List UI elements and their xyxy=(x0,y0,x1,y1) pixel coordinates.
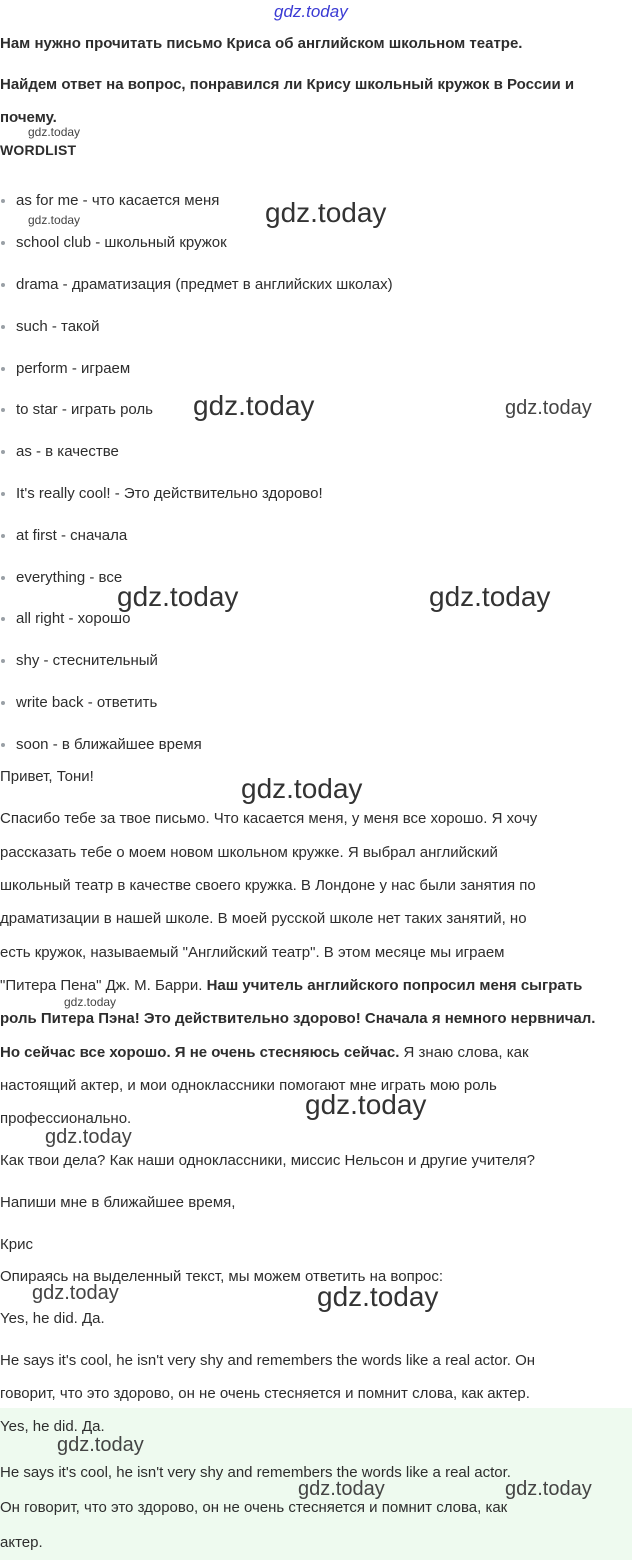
answer-box-line: Он говорит, что это здорово, он не очень стесняется и помнит слова, как xyxy=(0,1499,508,1516)
list-item: as - в качестве xyxy=(16,443,119,461)
highlighted-text: роль Питера Пэна! Это действительно здорово! Сначала я немного нервничал. xyxy=(0,1010,596,1027)
wordlist-title: WORDLIST xyxy=(0,142,77,158)
letter-line: есть кружок, называемый "Английский театр". В этом месяце мы играем xyxy=(0,944,505,961)
watermark: gdz.today xyxy=(317,1281,439,1312)
watermark: gdz.today xyxy=(117,581,239,612)
watermark: gdz.today xyxy=(505,397,592,419)
letter-line: школьный театр в качестве своего кружка. В Лондоне у нас были занятия по xyxy=(0,877,536,894)
list-item: to star - играть роль xyxy=(16,401,153,419)
bullet-icon xyxy=(1,492,5,496)
watermark: gdz.today xyxy=(429,581,551,612)
highlighted-text: Наш учитель английского попросил меня сыграть xyxy=(206,977,583,994)
watermark: gdz.today xyxy=(193,390,315,421)
bullet-icon xyxy=(1,534,5,538)
list-item: at first - сначала xyxy=(16,527,127,545)
list-item: such - такой xyxy=(16,318,100,336)
intro-line-2: Найдем ответ на вопрос, понравился ли Крису школьный кружок в России и xyxy=(0,76,575,93)
watermark: gdz.today xyxy=(28,125,81,139)
answer-line: говорит, что это здорово, он не очень стесняется и помнит слова, как актер. xyxy=(0,1385,530,1402)
answer-box-line: актер. xyxy=(0,1534,43,1551)
letter-line: Как твои дела? Как наши одноклассники, миссис Нельсон и другие учителя? xyxy=(0,1152,535,1169)
letter-line: драматизации в нашей школе. В моей русской школе нет таких занятий, но xyxy=(0,910,527,927)
bullet-icon xyxy=(1,701,5,705)
list-item: everything - все xyxy=(16,569,122,587)
watermark: gdz.today xyxy=(241,773,363,804)
list-item: all right - хорошо xyxy=(16,610,130,628)
letter-line: Напиши мне в ближайшее время, xyxy=(0,1194,236,1211)
bullet-icon xyxy=(1,367,5,371)
letter-line: Но сейчас все хорошо. Я не очень стесняюсь сейчас. Я знаю слова, как xyxy=(0,1044,529,1061)
bullet-icon xyxy=(1,325,5,329)
answer-box-line: He says it's cool, he isn't very shy and remembers the words like a real actor. xyxy=(0,1464,511,1481)
letter-signature: Крис xyxy=(0,1236,33,1253)
letter-greeting: Привет, Тони! xyxy=(0,768,94,785)
intro-line-1: Нам нужно прочитать письмо Криса об английском школьном театре. xyxy=(0,35,523,52)
watermark: gdz.today xyxy=(298,1478,385,1500)
watermark: gdz.today xyxy=(32,1282,119,1304)
bullet-icon xyxy=(1,617,5,621)
list-item: as for me - что касается меня xyxy=(16,192,219,210)
bullet-icon xyxy=(1,408,5,412)
site-logo: gdz.today xyxy=(274,2,348,21)
intro-line-3: почему. xyxy=(0,109,57,126)
bullet-icon xyxy=(1,199,5,203)
bullet-icon xyxy=(1,743,5,747)
bullet-icon xyxy=(1,450,5,454)
list-item: school club - школьный кружок xyxy=(16,234,227,252)
letter-line: Спасибо тебе за твое письмо. Что касается меня, у меня все хорошо. Я хочу xyxy=(0,810,538,827)
watermark: gdz.today xyxy=(64,995,117,1009)
watermark: gdz.today xyxy=(265,197,387,228)
list-item: soon - в ближайшее время xyxy=(16,736,202,754)
watermark: gdz.today xyxy=(28,213,81,227)
list-item: It's really cool! - Это действительно здорово! xyxy=(16,485,323,503)
bullet-icon xyxy=(1,576,5,580)
letter-line: настоящий актер, и мои одноклассники помогают мне играть мою роль xyxy=(0,1077,497,1094)
letter-line: рассказать тебе о моем новом школьном кружке. Я выбрал английский xyxy=(0,844,498,861)
watermark: gdz.today xyxy=(305,1089,427,1120)
letter-line: "Питера Пена" Дж. М. Барри. Наш учитель английского попросил меня сыграть xyxy=(0,977,583,994)
watermark: gdz.today xyxy=(505,1478,592,1500)
letter-line: профессионально. xyxy=(0,1110,132,1127)
list-item: perform - играем xyxy=(16,360,130,378)
answer-intro: Опираясь на выделенный текст, мы можем ответить на вопрос: xyxy=(0,1268,444,1285)
list-item: drama - драматизация (предмет в английских школах) xyxy=(16,276,393,294)
watermark: gdz.today xyxy=(57,1434,144,1456)
answer-box-line: Yes, he did. Да. xyxy=(0,1418,105,1435)
list-item: shy - стеснительный xyxy=(16,652,158,670)
bullet-icon xyxy=(1,283,5,287)
bullet-icon xyxy=(1,659,5,663)
watermark: gdz.today xyxy=(45,1126,132,1148)
list-item: write back - ответить xyxy=(16,694,157,712)
answer-line: He says it's cool, he isn't very shy and remembers the words like a real actor. Он xyxy=(0,1352,536,1369)
bullet-icon xyxy=(1,241,5,245)
answer-line: Yes, he did. Да. xyxy=(0,1310,105,1327)
highlighted-text: Но сейчас все хорошо. Я не очень стесняюсь сейчас. xyxy=(0,1044,400,1061)
